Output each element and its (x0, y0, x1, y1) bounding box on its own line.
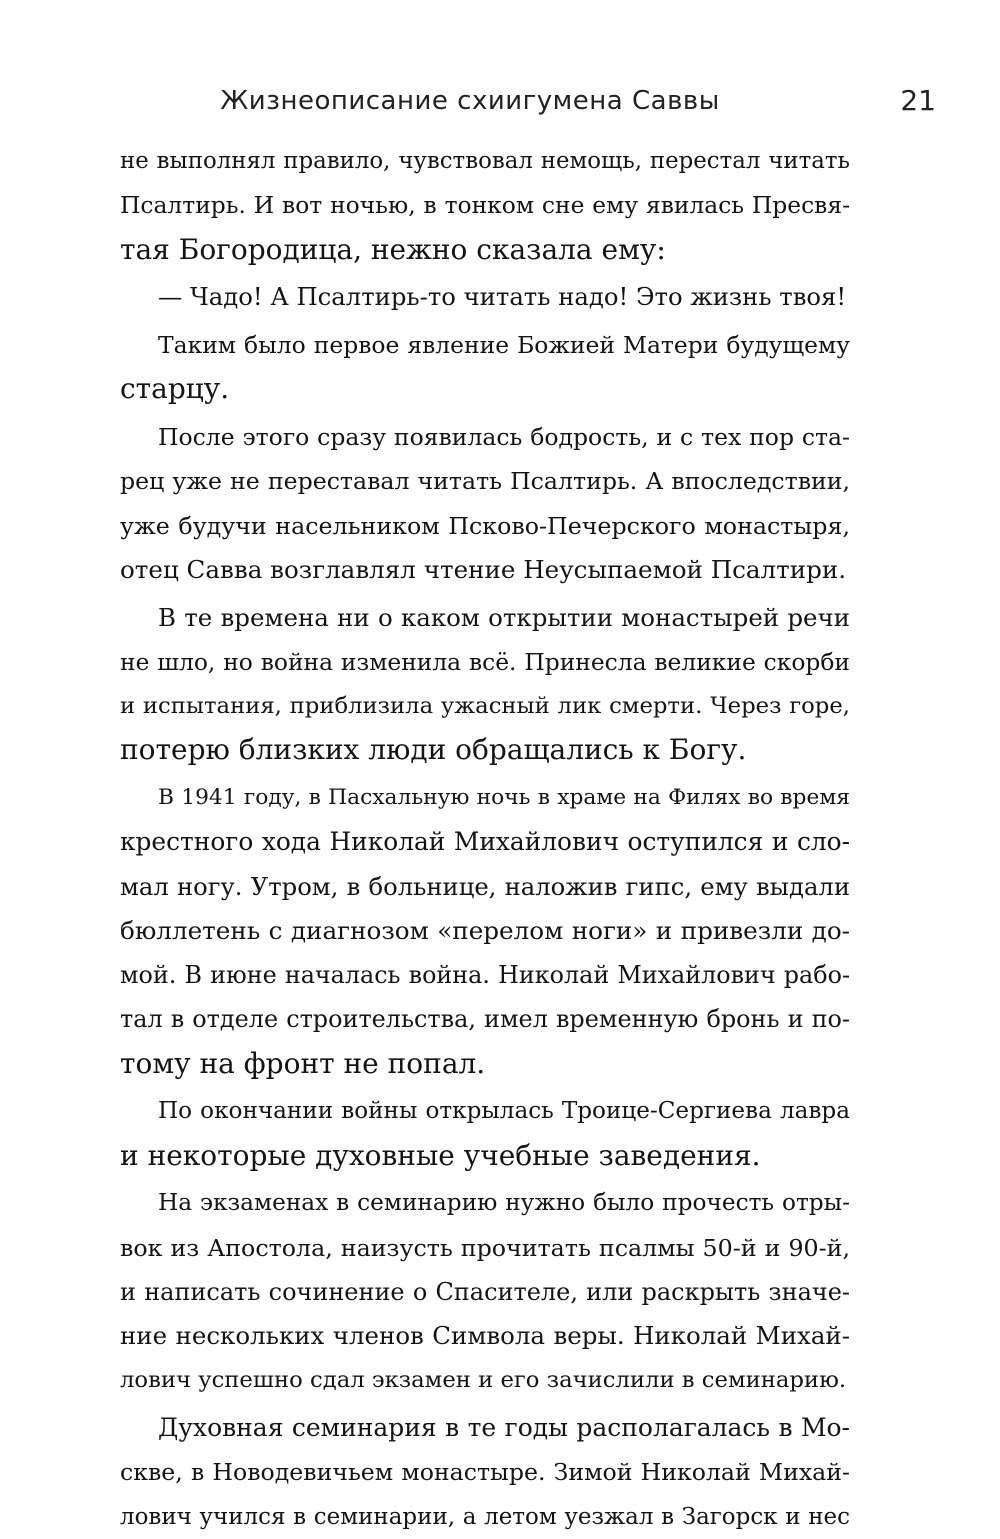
text-line: мал ногу. Утром, в больнице, наложив гипс, ему выдали (120, 871, 850, 901)
text-line: и написать сочинение о Спасителе, или раскрыть значе- (120, 1277, 850, 1306)
page-body (120, 139, 850, 1539)
text-line: Псалтирь. И вот ночью, в тонком сне ему явилась Пресвя- (120, 191, 850, 220)
paragraph (120, 323, 850, 412)
text-line: крестного хода Николай Михайлович оступился и сло- (120, 827, 850, 857)
text-line: тому на фронт не попал. (120, 1046, 486, 1080)
text-line: лович учился в семинарии, а летом уезжал в Загорск и нес (120, 1503, 850, 1530)
paragraph (120, 776, 850, 1086)
text-line: В те времена ни о каком открытии монастырей речи (158, 602, 850, 632)
text-line: лович успешно сдал экзамен и его зачислили в семинарию. (120, 1367, 847, 1394)
paragraph (120, 1406, 850, 1539)
text-line: тая Богородица, нежно сказала ему: (120, 232, 666, 266)
text-line: и некоторые духовные учебные заведения. (120, 1138, 761, 1172)
text-line: старцу. (120, 372, 230, 406)
text-line: Таким было первое явление Божией Матери будущему (158, 331, 850, 359)
text-line: мой. В июне началась война. Николай Михайлович рабо- (120, 961, 850, 989)
text-line: На экзаменах в семинарию нужно было прочесть отры- (158, 1189, 850, 1217)
running-title: Жизнеописание схиигумена Саввы (220, 86, 720, 116)
text-line: Духовная семинария в те годы располагалась в Мо- (158, 1413, 850, 1442)
text-line: вок из Апостола, наизусть прочитать псалмы 50-й и 90-й, (120, 1233, 850, 1262)
text-line: В 1941 году, в Пасхальную ночь в храме на Филях во время (158, 785, 850, 810)
text-line: бюллетень с диагнозом «перелом ноги» и привезли до- (120, 915, 850, 945)
text-line: После этого сразу появилась бодрость, и с тех пор ста- (158, 423, 850, 451)
page-number: 21 (900, 84, 936, 117)
text-line: — Чадо! А Псалтирь-то читать надо! Это жизнь твоя! (158, 282, 847, 312)
text-line: рец уже не переставал читать Псалтирь. А впоследствии, (120, 467, 850, 496)
paragraph (120, 415, 850, 592)
paragraph (120, 1181, 850, 1402)
text-line: и испытания, приблизила ужасный лик смерти. Через горе, (120, 693, 850, 719)
paragraph (120, 596, 850, 773)
text-line: отец Савва возглавлял чтение Неусыпаемой Псалтири. (120, 554, 847, 584)
paragraph (120, 1089, 850, 1178)
text-line: ние нескольких членов Символа веры. Николай Михай- (120, 1321, 850, 1350)
paragraph (120, 275, 850, 319)
text-line: не шло, но война изменила всё. Принесла великие скорби (120, 647, 850, 676)
text-line: тал в отделе строительства, имел временную бронь и по- (120, 1005, 850, 1034)
text-line: По окончании войны открылась Троице-Сергиева лавра (158, 1098, 850, 1125)
text-line: уже будучи насельником Псково-Печерского монастыря, (120, 511, 850, 540)
text-line: потерю близких люди обращались к Богу. (120, 733, 747, 767)
text-line: скве, в Новодевичьем монастыре. Зимой Николай Михай- (120, 1458, 850, 1487)
text-line: не выполнял правило, чувствовал немощь, перестал читать (120, 148, 850, 174)
paragraph (120, 139, 850, 272)
